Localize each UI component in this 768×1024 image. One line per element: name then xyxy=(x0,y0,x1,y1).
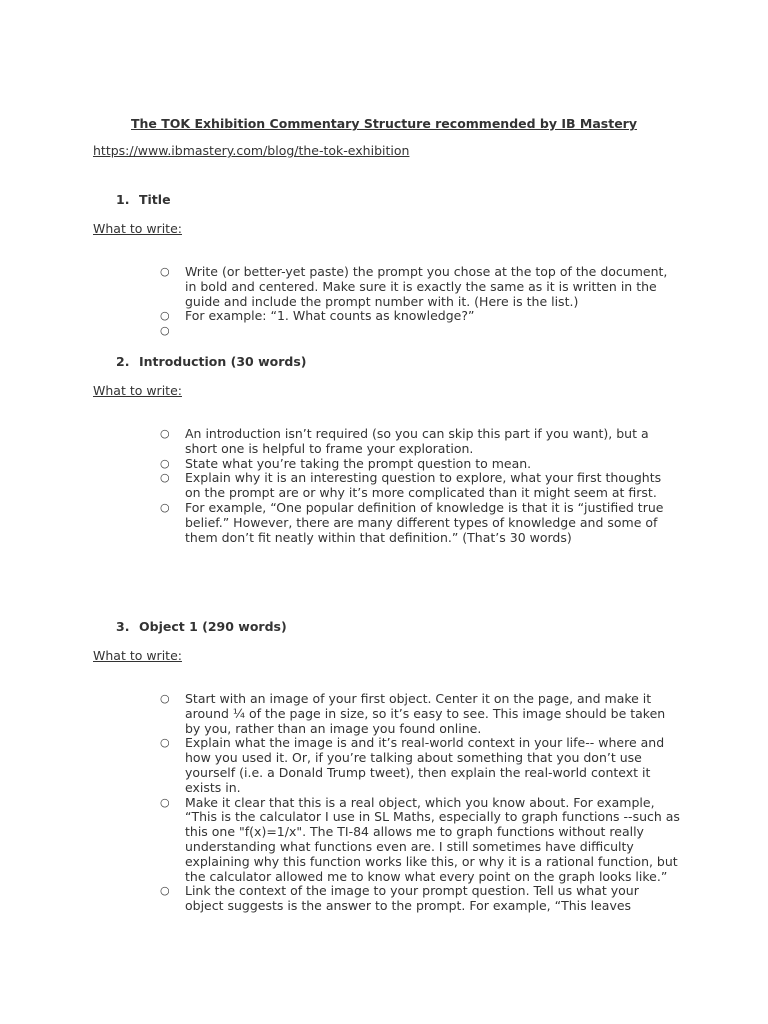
section-number: 2. xyxy=(116,354,130,369)
list-item xyxy=(160,692,680,736)
circle-bullet-icon: ○ xyxy=(160,427,170,440)
what-to-write-label: What to write: xyxy=(93,648,182,663)
circle-bullet-icon: ○ xyxy=(160,795,170,809)
list-item xyxy=(160,884,680,914)
list-item-text: Make it clear that this is a real object, which you know about. For example, “This is the calculator I use in SL Maths, especially to graph functions --such as this one "f(x)=1/x". The TI-84 allows me to graph functions without really understanding what functions even are. I still sometimes have difficulty explaining why this function works like this, or why it is a rational function, but the calculator allowed me to know what every point on the graph looks like.” xyxy=(185,794,680,884)
circle-bullet-icon: ○ xyxy=(160,471,170,485)
section-number: 3. xyxy=(116,619,130,634)
section-heading-text: Object 1 (290 words) xyxy=(139,619,287,634)
circle-bullet-icon: ○ xyxy=(160,500,170,514)
circle-bullet-icon: ○ xyxy=(160,692,170,705)
list-item-text: For example, “One popular definition of knowledge is that it is “justified true belief.” However, there are many different types of knowledge and some of them don’t fit neatly within that definition.” (That’s 30 words) xyxy=(185,499,664,545)
list-item xyxy=(160,324,680,339)
bullet-list xyxy=(160,427,680,545)
circle-bullet-icon: ○ xyxy=(160,884,170,898)
list-item-text: Start with an image of your first object. Center it on the page, and make it around ¼ of the page in size, so it’s easy to see. This image should be taken by you, rather than an image you found online. xyxy=(185,691,666,736)
what-to-write-label: What to write: xyxy=(93,221,182,236)
circle-bullet-icon: ○ xyxy=(160,456,170,470)
list-item xyxy=(160,796,680,885)
list-item-text: Write (or better-yet paste) the prompt you chose at the top of the document, in bold and centered. Make sure it is exactly the same as it is written in the guide and include the prompt number with it. (Here is the list.) xyxy=(185,264,668,309)
list-item-text: Link the context of the image to your prompt question. Tell us what your object suggests is the answer to the prompt. For example, “This leaves xyxy=(185,883,639,914)
section-heading-text: Title xyxy=(139,192,171,207)
list-item xyxy=(160,309,680,324)
list-item xyxy=(160,427,680,457)
bullet-list xyxy=(160,265,680,339)
list-item-text: State what you’re taking the prompt question to mean. xyxy=(185,455,532,471)
bullet-list xyxy=(160,692,680,914)
circle-bullet-icon: ○ xyxy=(160,265,170,278)
list-item xyxy=(160,736,680,795)
section-heading-introduction xyxy=(116,354,307,369)
circle-bullet-icon: ○ xyxy=(160,324,170,338)
list-item xyxy=(160,501,680,545)
list-item-text: An introduction isn’t required (so you can skip this part if you want), but a short one is helpful to frame your exploration. xyxy=(185,426,649,456)
source-link[interactable]: https://www.ibmastery.com/blog/the-tok-exhibition xyxy=(93,143,410,158)
circle-bullet-icon: ○ xyxy=(160,736,170,750)
list-item-text: For example: “1. What counts as knowledge?” xyxy=(185,308,475,324)
document-title: The TOK Exhibition Commentary Structure recommended by IB Mastery xyxy=(131,116,637,131)
section-heading-object-1 xyxy=(116,619,287,634)
list-item-text: Explain why it is an interesting question to explore, what your first thoughts on the prompt are or why it’s more complicated than it might seem at first. xyxy=(185,470,662,501)
list-item xyxy=(160,457,680,472)
what-to-write-label: What to write: xyxy=(93,383,182,398)
list-item-text: Explain what the image is and it’s real-world context in your life-- where and how you used it. Or, if you’re talking about something that you don’t use yourself (i.e. a Donald Trump tweet), then explain the real-world context it exists in. xyxy=(185,735,665,795)
section-number: 1. xyxy=(116,192,130,207)
circle-bullet-icon: ○ xyxy=(160,309,170,323)
section-heading-text: Introduction (30 words) xyxy=(139,354,307,369)
list-item xyxy=(160,265,680,309)
list-item xyxy=(160,471,680,501)
section-heading-title xyxy=(116,192,171,207)
